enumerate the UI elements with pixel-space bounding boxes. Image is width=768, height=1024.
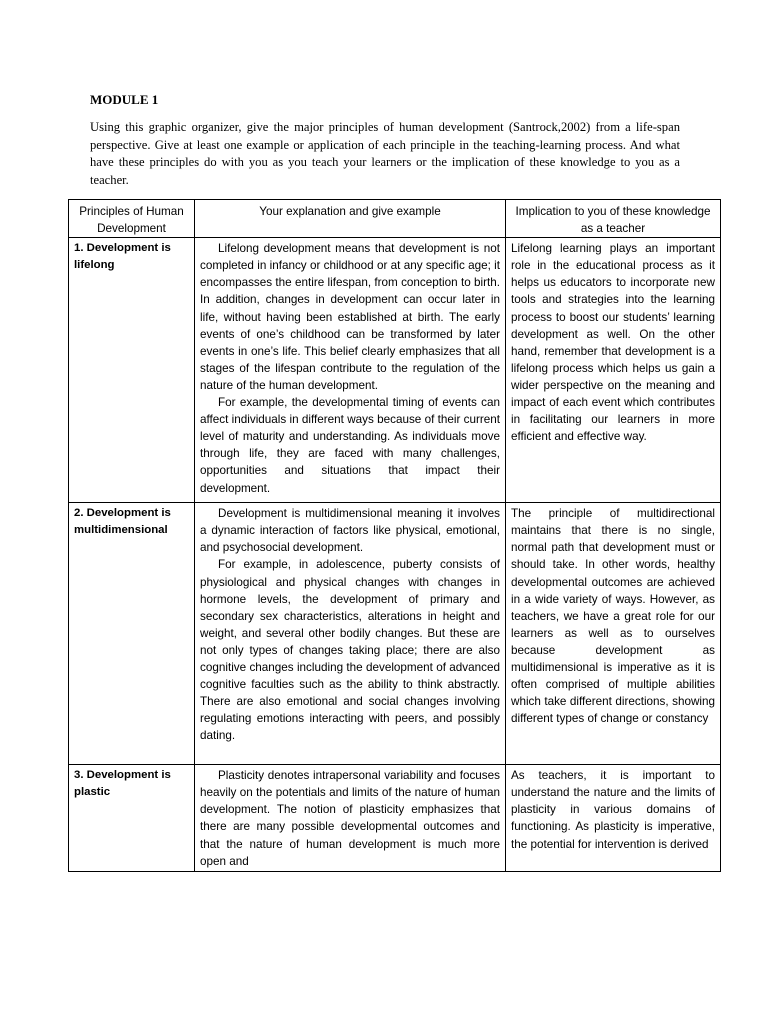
principle-cell: 1. Development is lifelong (69, 238, 195, 503)
principle-cell: 3. Development is plastic (69, 765, 195, 872)
header-principles: Principles of Human Development (69, 200, 195, 238)
principle-cell: 2. Development is multidimensional (69, 503, 195, 765)
graphic-organizer-table (68, 199, 721, 872)
instructions-paragraph: Using this graphic organizer, give the major principles of human development (Santrock,2002) from a life-span perspective. Give at least one example or application of each principle in the teaching-learning process. And what have these principles do with you as you teach your learners or the implication of these knowledge to you as a teacher. (90, 120, 680, 187)
explanation-paragraph: Plasticity denotes intrapersonal variability and focuses heavily on the potentials and limits of the nature of human development. The notion of plasticity emphasizes that there are many possible developmental outcomes and that the nature of human development is much more open and (200, 769, 500, 868)
explanation-cell (195, 503, 506, 765)
explanation-cell (195, 765, 506, 872)
example-paragraph: For example, in adolescence, puberty consists of physiological and physical changes with changes in hormone levels, the development of primary and secondary sex characteristics, alterations in height and weight, and several other bodily changes. But these are not only types of changes taking place; there are also cognitive changes including the development of advanced cognitive faculties such as the ability to think abstractly. There are also emotional and social changes involving regulating emotions interacting with peers, and possibly dating. (200, 558, 500, 743)
table-header-row (69, 200, 721, 238)
explanation-cell (195, 238, 506, 503)
implication-text: Lifelong learning plays an important role in the educational process as it helps us educators to incorporate new tools and strategies into the learning process to boost our students’ learning development as well. On the other hand, remember that development is a lifelong process which helps us gain a wider perspective on the meaning and impact of each event which contributes in facilitating our learners in more efficient and effective way. (511, 242, 715, 444)
header-explanation: Your explanation and give example (195, 200, 506, 238)
implication-text: The principle of multidirectional maintains that there is no single, normal path that development must or should take. In other words, healthy developmental outcomes are achieved in a wide variety of ways. However, as teachers, we have a great role for our learners as well as to ourselves because development as multidimensional is imperative as it is often comprised of multiple abilities which take different directions, showing different types of change or constancy (511, 507, 715, 726)
implication-cell (506, 503, 721, 765)
table-row (69, 503, 721, 765)
explanation-paragraph: Lifelong development means that development is not completed in infancy or childhood or at any specific age; it encompasses the entire lifespan, from conception to birth. In addition, changes in development can occur later in life, without having been established at birth. The early events of one’s childhood can be transformed by later events in one’s life. This belief clearly emphasizes that all stages of the lifespan contribute to the regulation of the nature of the human development. (200, 242, 500, 392)
table-row (69, 765, 721, 872)
example-paragraph: For example, the developmental timing of events can affect individuals in different ways because of their current level of maturity and understanding. As individuals move through life, they are faced with many challenges, opportunities and situations that impact their development. (200, 396, 500, 495)
header-implication: Implication to you of these knowledge as a teacher (506, 200, 721, 238)
module-title: MODULE 1 (90, 92, 159, 107)
implication-cell (506, 238, 721, 503)
table-row (69, 238, 721, 503)
implication-text: As teachers, it is important to understand the nature and the limits of plasticity in various domains of functioning. As plasticity is imperative, the potential for intervention is derived (511, 769, 715, 851)
implication-cell (506, 765, 721, 872)
explanation-paragraph: Development is multidimensional meaning it involves a dynamic interaction of factors like physical, emotional, and psychosocial development. (200, 507, 500, 555)
